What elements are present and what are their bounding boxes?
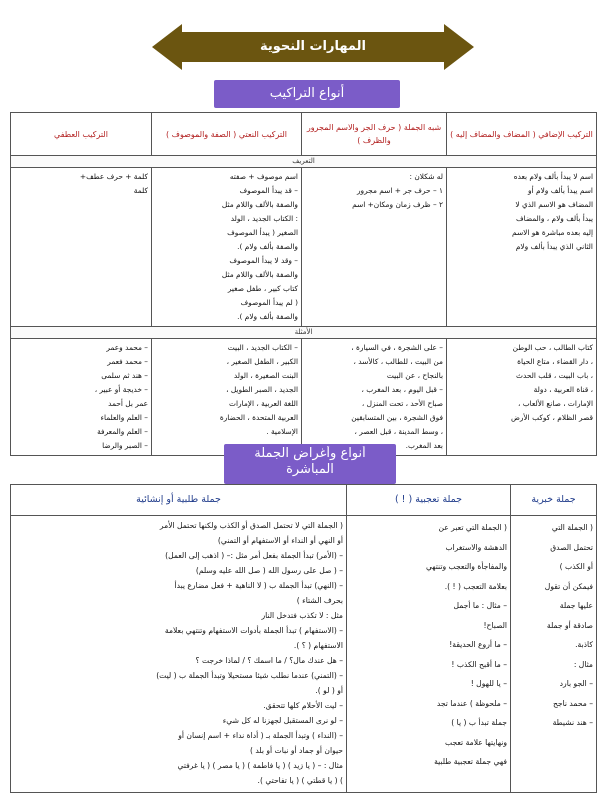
text-line: الكبير ، الطفل الصغير ، <box>226 357 298 366</box>
text-line: البنت الصغيرة ، الولد <box>233 371 298 380</box>
text-line: بعد المغرب. <box>405 441 443 450</box>
section-title-sentences <box>224 444 396 484</box>
text-line: الجديد ، الصبر الطويل ، <box>226 385 298 394</box>
column-header: التركيب الإضافي ( المضاف والمضاف إليه ) <box>447 113 597 156</box>
text-line: – قد يبدأ الموصوف <box>239 186 298 195</box>
text-line: أو النهي أو النداء أو الاستفهام أو التمني) <box>217 536 343 545</box>
definitions-row <box>11 168 597 327</box>
text-line: اسم لا يبدأ بألف ولام بعده <box>513 172 593 181</box>
text-line: ١ – حرف جر + اسم مجرور <box>356 186 443 195</box>
text-line: ( الجملة التي <box>551 523 593 532</box>
text-line: أو الكذب ) <box>559 562 593 571</box>
text-line: ( الجملة التي تعبر عن <box>438 523 507 532</box>
text-line: – ملحوظة ) عندما تجد <box>436 698 507 708</box>
text-line: صادقة أو جملة <box>546 620 593 630</box>
text-line: الثاني الذي يبدأ بألف ولام <box>515 242 593 251</box>
definition-cell <box>302 168 447 327</box>
text-line: كتاب كبير ، طفل صغير <box>227 284 298 293</box>
text-line: تحتمل الصدق <box>550 542 593 552</box>
text-line: اسم موصوف + صفته <box>229 172 298 181</box>
text-line: : الكتاب الجديد ، الولد <box>230 214 298 223</box>
text-line: فوق الشجرة ، بين المتسابقين <box>351 413 443 422</box>
text-line: – لو نرى المستقبل لجهزنا له كل شيء <box>222 716 343 725</box>
text-line: فيمكن أن تقول <box>544 581 593 591</box>
column-header: جملة طلبية أو إنشائية <box>11 485 347 516</box>
text-line: ( لم يبدأ الموصوف <box>240 298 298 307</box>
text-line: عليها جملة <box>559 601 593 610</box>
section-title-line: المباشرة <box>286 462 334 477</box>
text-line: بعلامة التعجب ( ! ). <box>444 581 507 591</box>
text-line: – الصبر والرضا <box>102 441 148 450</box>
text-line: مثال : – ( يا زيد ) ( يا فاطمة ) ( يا مصر ) ( يا غرفتي <box>177 761 343 770</box>
text-line: – (النداء ) وتبدأ الجملة بـ ( أداة نداء + اسم إنسان أو <box>178 731 343 740</box>
text-line: إليه بعده مباشرة هو الاسم <box>512 228 593 237</box>
column-header: جملة تعجبية ( ! ) <box>347 485 511 516</box>
column-header: جملة خبرية <box>511 485 597 516</box>
text-line: والصفة بالألف واللام مثل <box>221 200 298 209</box>
text-line: – ليت الأحلام كلها تتحقق. <box>263 701 343 710</box>
examples-cell <box>302 339 447 456</box>
definition-cell <box>152 168 302 327</box>
text-line: – على الشجرة ، في السيارة ، <box>351 343 443 352</box>
examples-row <box>11 339 597 456</box>
text-line: الاستفهام ( ؟ ). <box>293 641 343 650</box>
text-line: – محمد فعمر <box>107 357 148 366</box>
text-line: – محمد وعمر <box>106 343 148 352</box>
text-line: مثال : <box>573 659 593 669</box>
text-line: ، باب البيت ، قلب الحدث <box>516 371 593 380</box>
text-line: بحرف الشتاء ) <box>296 596 343 605</box>
text-line: – (الأمر) تبدأ الجملة بفعل أمر مثل :– ( اذهب إلى العمل) <box>165 551 343 560</box>
khabariya-cell <box>511 516 597 793</box>
text-line: ، دار القضاء ، متاع الحياة <box>517 357 593 366</box>
text-line: يبدأ بألف ولام ، والمضاف <box>515 214 593 223</box>
text-line: – ما أروع الحديقة! <box>449 640 507 649</box>
text-line: مثل : لا تكذب فتدخل النار <box>261 611 343 620</box>
text-line: العربية المتحدة ، الحضارة <box>219 413 298 422</box>
text-line: الدهشة والاستغراب <box>445 542 507 552</box>
text-line: والصفة بألف ولام ). <box>237 242 298 251</box>
text-line: كلمة + حرف عطف+ <box>79 172 148 181</box>
text-line: حيوان أو جماد أو نبات أو بلد ) <box>249 746 343 755</box>
examples-cell <box>11 339 152 456</box>
talabiya-cell <box>11 516 347 793</box>
text-line: – هل عندك مال؟ / ما اسمك ؟ / لماذا خرجت ؟ <box>195 656 343 665</box>
column-header: التركيب العطفي <box>11 113 152 156</box>
text-line: جملة تبدأ ب ( يا ) <box>451 718 507 727</box>
compositions-header-row <box>11 113 597 156</box>
column-header: شبه الجملة ( حرف الجر والاسم المجرور والظرف ) <box>302 113 447 156</box>
text-line: – (النهي) تبدأ الجملة ب ( لا الناهية + فعل مضارع يبدأ <box>174 581 343 590</box>
text-line: كلمة <box>133 186 148 195</box>
text-line: والصفة بألف ولام ). <box>237 312 298 321</box>
text-line: – (الاستفهام ) تبدأ الجملة بأدوات الاستفهام وتنتهي بعلامة <box>164 626 343 635</box>
title-arrow <box>152 24 474 70</box>
text-line: له شكلان : <box>409 172 443 181</box>
examples-cell <box>152 339 302 456</box>
text-line: أو ( لو ). <box>315 686 343 695</box>
text-line: – مثال : ما أجمل <box>453 601 507 610</box>
text-line: الإمارات ، صانع الألعاب ، <box>517 399 593 408</box>
definition-cell <box>447 168 597 327</box>
text-line: – يا للهول ! <box>470 679 507 688</box>
text-line: قصر الظلام ، كوكب الأرض <box>510 413 593 422</box>
column-header: التركيب النعتي ( الصفة والموصوف ) <box>152 113 302 156</box>
text-line: ) ( يا قطتي ) ( يا تفاحتي ). <box>257 776 343 785</box>
section-title-compositions: أنواع التراكيب <box>214 80 400 108</box>
text-line: اللغة العربية ، الإمارات <box>229 399 298 408</box>
text-line: – العلم والعلماء <box>100 413 148 422</box>
text-line: كتاب الطالب ، حب الوطن <box>512 343 593 352</box>
text-line: المضاف هو الاسم الذي لا <box>515 200 593 209</box>
text-line: ، وسط المدينة ، قبل العصر ، <box>354 427 443 436</box>
text-line: – خديجة أو عبير ، <box>94 385 148 394</box>
text-line: – (التمني) عندما نطلب شيئا مستحيلا وتبدأ الجملة ب ( ليت) <box>156 671 343 680</box>
text-line: كاذبة. <box>575 640 593 649</box>
text-line: ونهايتها علامة تعجب <box>445 737 507 747</box>
text-line: ، قناة العربية ، دولة <box>533 385 593 394</box>
definition-cell <box>11 168 152 327</box>
text-line: الإسلامية . <box>266 427 298 436</box>
text-line: ( الجملة التي لا تحتمل الصدق أو الكذب ولكنها تحتمل الأمر <box>159 521 343 530</box>
taajjubiya-cell <box>347 516 511 793</box>
examples-label: الأمثلة <box>11 327 597 339</box>
text-line: والصفة بالألف واللام مثل <box>221 270 298 279</box>
page-title: المهارات النحوية <box>260 39 366 54</box>
sentences-table <box>10 484 597 793</box>
definition-label: التعريف <box>11 156 597 168</box>
text-line: عمر بل أحمد <box>108 399 148 408</box>
text-line: – الكتاب الجديد ، البيت <box>227 343 298 352</box>
text-line: ٢ – ظرف زمان ومكان+ اسم <box>352 200 443 209</box>
text-line: – ما أقبح الكذب ! <box>451 659 507 669</box>
text-line: – العلم والمعرفة <box>97 427 148 436</box>
sentences-header-row <box>11 485 597 516</box>
text-line: – هند نشيطة <box>552 718 593 727</box>
text-line: اسم يبدأ بألف ولام أو <box>528 186 593 195</box>
examples-cell <box>447 339 597 456</box>
text-line: فهي جملة تعجبية طلبية <box>434 757 507 766</box>
text-line: – قبل اليوم ، بعد المغرب ، <box>361 385 443 394</box>
text-line: – هند ثم سلمى <box>101 371 148 380</box>
text-line: صباح الأحد ، تحت المنزل ، <box>361 399 443 408</box>
text-line: والمفاجأة والتعجب وتنتهي <box>425 562 507 571</box>
text-line: – ( صل على رسول الله ( صل الله عليه وسلم) <box>195 566 343 575</box>
sentences-body-row <box>11 516 597 793</box>
text-line: من البيت ، للطالب ، كالأسد ، <box>353 357 443 366</box>
section-title-line: أنواع وأغراض الجملة <box>254 446 366 461</box>
compositions-table <box>10 112 597 456</box>
text-line: – وقد لا يبدأ الموصوف <box>229 256 298 265</box>
text-line: بالنجاح ، عن البيت <box>386 371 443 380</box>
text-line: – الجو بارد <box>559 679 593 688</box>
text-line: الصغير ( يبدأ الموصوف <box>227 228 298 237</box>
text-line: – محمد ناجح <box>553 698 593 708</box>
text-line: الصباح! <box>483 620 507 630</box>
